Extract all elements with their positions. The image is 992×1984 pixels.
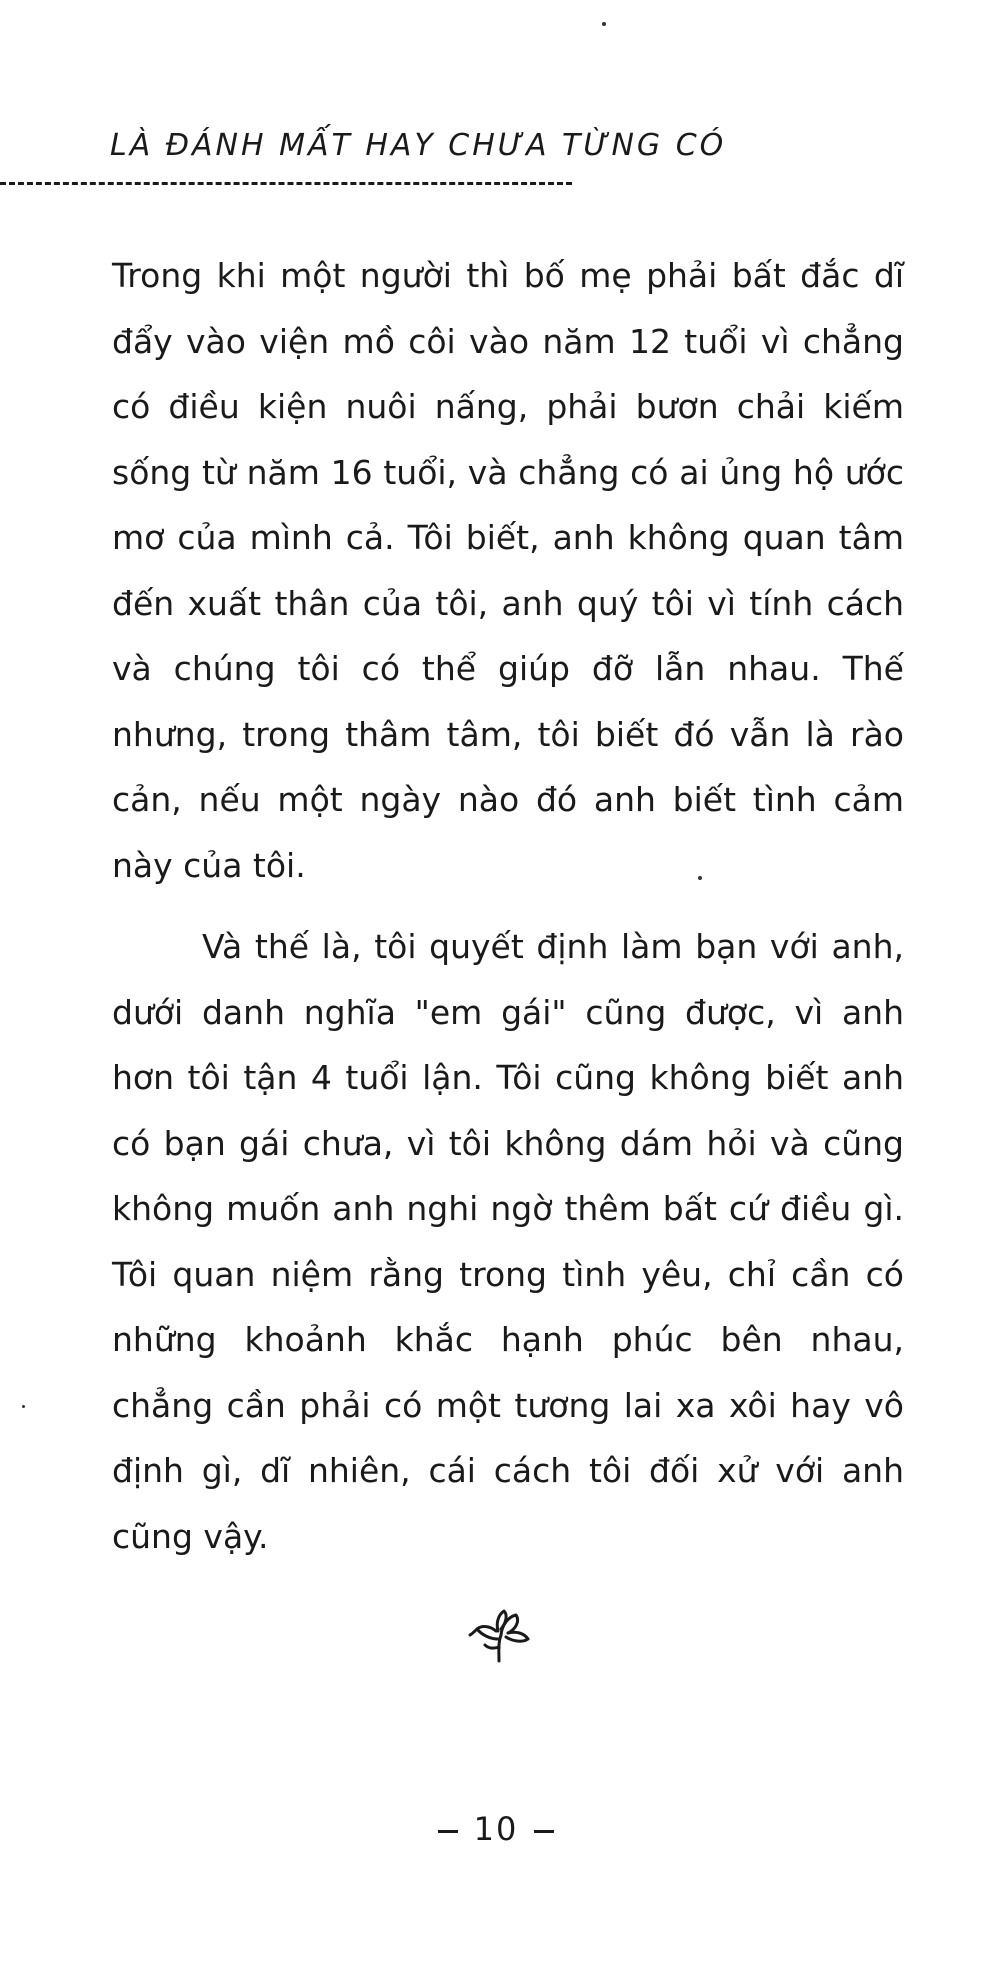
floral-ornament-icon — [468, 1605, 532, 1663]
scan-speck — [698, 876, 702, 880]
page-number — [0, 1810, 992, 1848]
body-text — [112, 243, 904, 1569]
running-header: LÀ ĐÁNH MẤT HAY CHƯA TỪNG CÓ — [110, 128, 727, 163]
page-number-dash-left — [438, 1830, 458, 1833]
paragraph-2: Và thế là, tôi quyết định làm bạn với anh, dưới danh nghĩa "em gái" cũng được, vì anh hơn tôi tận 4 tuổi lận. Tôi cũng không biết anh có bạn gái chưa, vì tôi không dám hỏi và cũng không muốn anh nghi ngờ thêm bất cứ điều gì. Tôi quan niệm rằng trong tình yêu, chỉ cần có những khoảnh khắc hạnh phúc bên nhau, chẳng cần phải có một tương lai xa xôi hay vô định gì, dĩ nhiên, cái cách tôi đối xử với anh cũng vậy. — [112, 927, 904, 1556]
page-number-value: 10 — [473, 1810, 519, 1848]
header-dashed-rule — [0, 182, 572, 185]
page-number-dash-right — [534, 1830, 554, 1833]
scan-speck — [602, 22, 606, 26]
paragraph-1: Trong khi một người thì bố mẹ phải bất đắc dĩ đẩy vào viện mồ côi vào năm 12 tuổi vì chẳng có điều kiện nuôi nấng, phải bươn chải kiếm sống từ năm 16 tuổi, và chẳng có ai ủng hộ ước mơ của mình cả. Tôi biết, anh không quan tâm đến xuất thân của tôi, anh quý tôi vì tính cách và chúng tôi có thể giúp đỡ lẫn nhau. Thế nhưng, trong thâm tâm, tôi biết đó vẫn là rào cản, nếu một ngày nào đó anh biết tình cảm này của tôi. — [112, 256, 904, 885]
scan-speck — [22, 1405, 25, 1408]
